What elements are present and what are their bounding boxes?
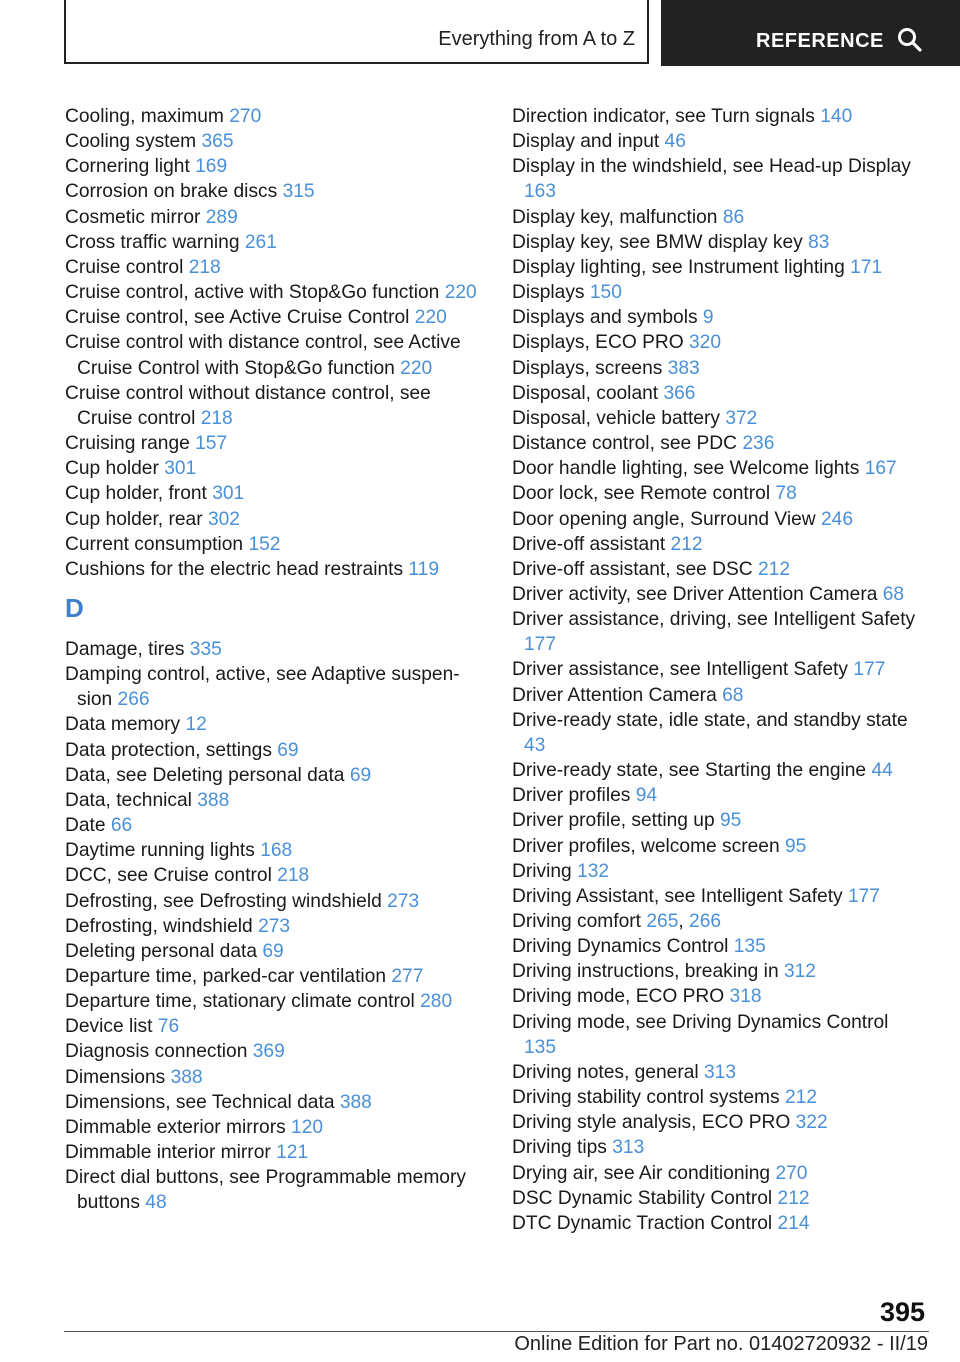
footer-divider xyxy=(64,1331,929,1332)
index-entry xyxy=(512,607,922,657)
index-entry xyxy=(512,406,922,431)
index-entry xyxy=(512,330,922,355)
index-entry-text: Cruise control with distance control, see Active Cruise Control with Stop&Go function xyxy=(65,332,461,379)
index-entry xyxy=(512,657,922,682)
index-entry-text: Cruise control, active with Stop&Go function xyxy=(65,282,440,304)
page-link[interactable]: 69 xyxy=(277,739,299,761)
index-entry xyxy=(512,934,922,959)
index-entry xyxy=(65,129,485,154)
index-entry xyxy=(65,481,485,506)
page-link[interactable]: 322 xyxy=(795,1112,828,1134)
page-link[interactable]: 318 xyxy=(729,986,762,1008)
page-link[interactable]: 94 xyxy=(635,785,658,807)
page-link[interactable]: 95 xyxy=(785,835,807,857)
index-entry xyxy=(512,859,922,884)
index-entry-text: Driving instructions, breaking in xyxy=(512,961,779,983)
index-entry xyxy=(65,280,485,305)
page-link[interactable]: 177 xyxy=(853,659,886,681)
index-entry xyxy=(65,557,485,582)
page-link[interactable]: 46 xyxy=(664,131,686,153)
index-entry xyxy=(65,964,485,989)
index-entry-text: Cruise control, see Active Cruise Control xyxy=(65,307,410,329)
index-entry xyxy=(512,431,922,456)
page-link[interactable]: 177 xyxy=(847,885,880,907)
index-entry xyxy=(512,984,922,1009)
page-link[interactable]: 169 xyxy=(195,156,228,178)
index-entry-text: Door handle lighting, see Welcome lights xyxy=(512,458,860,480)
index-entry xyxy=(65,712,485,737)
page-link[interactable]: 273 xyxy=(387,890,420,912)
page-link[interactable]: 313 xyxy=(612,1137,645,1159)
page-link[interactable]: 313 xyxy=(704,1061,737,1083)
index-entry-text: Device list xyxy=(65,1016,153,1038)
index-entry-text: Driving Dynamics Control xyxy=(512,936,729,958)
index-entry-text: Driver assistance, driving, see Intelligent Safety xyxy=(512,609,916,631)
index-entry xyxy=(65,914,485,939)
index-entry xyxy=(512,1085,922,1110)
page-link[interactable]: 168 xyxy=(260,840,293,862)
index-entry-text: Displays, screens xyxy=(512,357,663,379)
index-entry xyxy=(512,1110,922,1135)
page-link[interactable]: 261 xyxy=(244,231,277,253)
index-entry xyxy=(512,456,922,481)
index-entry xyxy=(512,1010,922,1060)
page-link[interactable]: 236 xyxy=(742,433,775,455)
page-link[interactable]: 220 xyxy=(400,357,433,379)
page-link[interactable]: 301 xyxy=(212,483,245,505)
page-link[interactable]: 212 xyxy=(670,533,703,555)
index-entry-text: Driver profiles, welcome screen xyxy=(512,835,780,857)
index-entry-text: Driver activity, see Driver Attention Camera xyxy=(512,583,878,605)
index-entry-text: Displays, ECO PRO xyxy=(512,332,684,354)
page-link[interactable]: 388 xyxy=(197,789,230,811)
index-entry xyxy=(512,255,922,280)
page-link[interactable]: 301 xyxy=(164,458,197,480)
page-link[interactable]: 83 xyxy=(808,231,830,253)
index-entry xyxy=(512,532,922,557)
page-link[interactable]: 163 xyxy=(524,181,557,203)
index-entry-text: Corrosion on brake discs xyxy=(65,181,278,203)
index-entry xyxy=(65,431,485,456)
page-link[interactable]: 86 xyxy=(722,206,745,228)
index-entry-text: Drive-ready state, idle state, and standby state xyxy=(512,709,908,731)
index-entry xyxy=(65,763,485,788)
page-link[interactable]: 273 xyxy=(258,915,291,937)
index-column-left xyxy=(65,104,485,1216)
index-entry-text: Driving Assistant, see Intelligent Safety xyxy=(512,885,843,907)
index-entry xyxy=(65,381,485,431)
page-link[interactable]: 44 xyxy=(871,760,893,782)
page-link[interactable]: 270 xyxy=(775,1162,808,1184)
index-entry xyxy=(65,863,485,888)
index-entry-text: Cruise control xyxy=(65,256,184,278)
page-link[interactable]: 270 xyxy=(229,106,262,127)
index-entry xyxy=(512,205,922,230)
index-entry-text: Cornering light xyxy=(65,156,190,178)
page-link[interactable]: 95 xyxy=(719,810,742,832)
index-entry-text: DTC Dynamic Traction Control xyxy=(512,1212,773,1234)
index-entry-text: Driving xyxy=(512,860,572,882)
index-entry xyxy=(65,456,485,481)
index-entry xyxy=(65,305,485,330)
index-entry-text: Driver profiles xyxy=(512,785,631,807)
page-link[interactable]: 383 xyxy=(667,357,700,379)
index-entry xyxy=(65,738,485,763)
index-entry-text: Disposal, coolant xyxy=(512,382,659,404)
index-entry-text: Date xyxy=(65,815,106,837)
index-entry xyxy=(65,179,485,204)
index-entry-text: Cushions for the electric head restraints xyxy=(65,558,404,580)
index-entry xyxy=(65,1090,485,1115)
index-entry xyxy=(65,255,485,280)
index-entry xyxy=(512,808,922,833)
index-entry-text: Departure time, parked-car ventilation xyxy=(65,966,387,987)
index-entry-text: Disposal, vehicle battery xyxy=(512,407,720,429)
index-entry xyxy=(65,1115,485,1140)
page-link[interactable]: 152 xyxy=(248,533,281,555)
page-link[interactable]: 289 xyxy=(205,206,238,228)
page-link[interactable]: 280 xyxy=(420,991,453,1013)
index-entry: Driving comfort 265, 266 xyxy=(512,911,722,932)
index-entry-text: Driving tips xyxy=(512,1137,607,1159)
section-title: REFERENCE xyxy=(756,30,884,52)
page-link[interactable]: 140 xyxy=(820,106,853,127)
page-link[interactable]: 177 xyxy=(524,634,557,656)
index-entry-text: Dimmable interior mirror xyxy=(65,1142,271,1164)
index-entry xyxy=(512,154,922,204)
index-entry xyxy=(512,884,922,909)
page-link[interactable]: 43 xyxy=(524,734,546,756)
index-entry xyxy=(512,582,922,607)
index-entry xyxy=(65,205,485,230)
index-entry xyxy=(65,989,485,1014)
page-link[interactable]: 132 xyxy=(577,860,610,882)
index-entry-text: Drive-ready state, see Starting the engine xyxy=(512,760,867,782)
index-entry-text: Displays xyxy=(512,282,585,304)
index-entry-text: Damping control, active, see Adaptive suspension xyxy=(65,664,460,711)
index-entry-text: Cruise control without distance control, see Cruise control xyxy=(65,382,431,429)
index-entry-text: Dimensions xyxy=(65,1066,166,1088)
page-link[interactable]: 76 xyxy=(157,1016,180,1038)
header-chapter-box xyxy=(64,0,649,64)
page-link[interactable]: 135 xyxy=(524,1036,557,1058)
footer-edition: Online Edition for Part no. 01402720932 - II/19 xyxy=(514,1333,928,1355)
index-entry-text: Driver assistance, see Intelligent Safety xyxy=(512,659,848,681)
index-entry-text: Deleting personal data xyxy=(65,940,258,962)
index-entry-text: Departure time, stationary climate control xyxy=(65,991,415,1013)
index-entry xyxy=(512,708,922,758)
index-entry xyxy=(65,507,485,532)
page-link[interactable]: 218 xyxy=(200,407,233,429)
page-link[interactable]: 388 xyxy=(339,1091,372,1113)
index-entry-text: Defrosting, windshield xyxy=(65,915,253,937)
index-entry-text: Diagnosis connection xyxy=(65,1041,248,1063)
page-link[interactable]: 212 xyxy=(757,558,790,580)
page-link[interactable]: 167 xyxy=(864,458,897,480)
index-entry-text: Dimensions, see Technical data xyxy=(65,1091,335,1113)
page-link[interactable]: 266 xyxy=(689,911,722,932)
page-link[interactable]: 372 xyxy=(725,407,758,429)
index-entry-text: Distance control, see PDC xyxy=(512,433,738,455)
page-link[interactable]: 68 xyxy=(722,684,744,706)
index-entry xyxy=(65,788,485,813)
index-entry-text: Dimmable exterior mirrors xyxy=(65,1116,286,1138)
index-entry-text: Current consumption xyxy=(65,533,244,555)
index-entry xyxy=(512,230,922,255)
index-entry xyxy=(65,1014,485,1039)
page-link[interactable]: 315 xyxy=(282,181,315,203)
index-entry-text: Data memory xyxy=(65,714,181,736)
page-link[interactable]: 312 xyxy=(783,961,816,983)
index-entry-text: Displays and symbols xyxy=(512,307,698,329)
index-entry xyxy=(65,662,485,712)
index-entry xyxy=(512,1135,922,1160)
page-link[interactable]: 365 xyxy=(201,131,234,153)
page-link[interactable]: 214 xyxy=(777,1212,810,1234)
index-entry xyxy=(512,1161,922,1186)
index-entry-text: Display lighting, see Instrument lighting xyxy=(512,256,845,278)
page-link[interactable]: 120 xyxy=(291,1116,324,1138)
index-entry xyxy=(65,838,485,863)
index-entry xyxy=(65,330,485,380)
index-entry-text: DCC, see Cruise control xyxy=(65,865,272,887)
page-link[interactable]: 388 xyxy=(170,1066,203,1088)
index-entry-text: Cooling, maximum xyxy=(65,106,224,127)
index-entry xyxy=(65,939,485,964)
index-entry-text: Driving comfort xyxy=(512,911,642,932)
index-entry-text: Door opening angle, Surround View xyxy=(512,508,816,530)
index-entry-text: Cooling system xyxy=(65,131,197,153)
index-entry xyxy=(512,1060,922,1085)
index-column-right xyxy=(512,104,922,1236)
index-entry-text: Direction indicator, see Turn signals xyxy=(512,106,815,127)
page-link[interactable]: 212 xyxy=(777,1187,810,1209)
index-entry-text: Direct dial buttons, see Programmable memory buttons xyxy=(65,1167,466,1214)
index-entry xyxy=(512,834,922,859)
index-entry-text: Display and input xyxy=(512,131,660,153)
page-link[interactable]: 220 xyxy=(444,282,477,304)
page-link[interactable]: 119 xyxy=(408,558,440,580)
index-entry xyxy=(512,683,922,708)
page-link[interactable]: 277 xyxy=(391,966,424,987)
index-entry xyxy=(65,104,485,129)
page-link[interactable]: 302 xyxy=(207,508,240,530)
index-entry xyxy=(512,1211,922,1236)
index-entry-text: Driver Attention Camera xyxy=(512,684,717,706)
index-entry-text: Cup holder, front xyxy=(65,483,207,505)
page-link[interactable]: 66 xyxy=(110,815,133,837)
index-entry-text: Data, see Deleting personal data xyxy=(65,764,345,786)
page-link[interactable]: 68 xyxy=(882,583,905,605)
index-entry-text: Cruising range xyxy=(65,433,190,455)
index-letter-heading: D xyxy=(65,592,84,623)
index-entry xyxy=(512,305,922,330)
index-entry-text: Daytime running lights xyxy=(65,840,255,862)
index-entry xyxy=(512,356,922,381)
page-link[interactable]: 135 xyxy=(733,936,766,958)
index-entry xyxy=(512,280,922,305)
page-link[interactable]: 121 xyxy=(276,1142,309,1164)
index-entry xyxy=(65,230,485,255)
page-link[interactable]: 212 xyxy=(784,1087,817,1109)
page-link[interactable]: 69 xyxy=(349,764,372,786)
index-entry xyxy=(65,813,485,838)
index-entry-text: Data protection, settings xyxy=(65,739,272,761)
index-entry-text: Display key, malfunction xyxy=(512,206,718,228)
index-entry-text: Drive-off assistant, see DSC xyxy=(512,558,753,580)
page-link[interactable]: 9 xyxy=(702,307,714,329)
index-entry-text: DSC Dynamic Stability Control xyxy=(512,1187,773,1209)
page-link[interactable]: 320 xyxy=(689,332,722,354)
index-entry xyxy=(512,104,922,129)
index-entry-text: Driving style analysis, ECO PRO xyxy=(512,1112,791,1134)
index-entry-text: Data, technical xyxy=(65,789,192,811)
index-entry xyxy=(512,758,922,783)
index-entry xyxy=(512,481,922,506)
page-link[interactable]: 48 xyxy=(145,1192,167,1214)
page-link[interactable]: 366 xyxy=(663,382,696,404)
index-entry xyxy=(65,637,485,662)
index-entry-text: Cup holder, rear xyxy=(65,508,203,530)
page-link[interactable]: 157 xyxy=(195,433,228,455)
page-link[interactable]: 12 xyxy=(185,714,207,736)
page-link[interactable]: 218 xyxy=(188,256,221,278)
page-link[interactable]: 171 xyxy=(850,256,883,278)
index-entry xyxy=(512,557,922,582)
index-entry xyxy=(512,381,922,406)
header-section-tab[interactable] xyxy=(661,0,960,66)
index-entry xyxy=(65,154,485,179)
page-link[interactable]: 218 xyxy=(277,865,310,887)
index-entry-text: Driver profile, setting up xyxy=(512,810,715,832)
index-entry-text: Driving notes, general xyxy=(512,1061,699,1083)
index-entry-text: Cross traffic warning xyxy=(65,231,240,253)
index-entry xyxy=(65,1065,485,1090)
index-entry-text: Drive-off assistant xyxy=(512,533,666,555)
index-entry xyxy=(512,1186,922,1211)
index-entry xyxy=(65,1140,485,1165)
index-entry xyxy=(512,783,922,808)
index-entry xyxy=(512,129,922,154)
index-entry-text: Driving stability control systems xyxy=(512,1087,780,1109)
page-link[interactable]: 150 xyxy=(589,282,622,304)
index-entry-text: Display in the windshield, see Head-up Display xyxy=(512,156,911,178)
search-icon[interactable] xyxy=(897,27,923,53)
index-entry-text: Drying air, see Air conditioning xyxy=(512,1162,771,1184)
page-link[interactable]: 266 xyxy=(117,689,150,711)
index-entry-text: Cosmetic mirror xyxy=(65,206,201,228)
page-link[interactable]: 220 xyxy=(414,307,447,329)
index-entry-text: Driving mode, ECO PRO xyxy=(512,986,725,1008)
page-link[interactable]: 265 xyxy=(646,911,679,932)
index-entry-text: Door lock, see Remote control xyxy=(512,483,771,505)
index-entry-text: Damage, tires xyxy=(65,638,185,660)
page-link[interactable]: 335 xyxy=(189,638,222,660)
page-link[interactable]: 369 xyxy=(252,1041,285,1063)
page-link[interactable]: 246 xyxy=(821,508,854,530)
index-entry xyxy=(65,1165,485,1215)
index-entry-text: Display key, see BMW display key xyxy=(512,231,803,253)
page-link[interactable]: 78 xyxy=(775,483,797,505)
index-entry-text: Driving mode, see Driving Dynamics Control xyxy=(512,1011,889,1033)
page-link[interactable]: 69 xyxy=(262,940,284,962)
index-entry xyxy=(65,1039,485,1064)
index-entry-text: Defrosting, see Defrosting windshield xyxy=(65,890,382,912)
index-entry-text: Cup holder xyxy=(65,458,159,480)
chapter-title: Everything from A to Z xyxy=(438,28,635,50)
index-entry xyxy=(65,889,485,914)
page-number: 395 xyxy=(880,1297,926,1327)
index-entry xyxy=(65,532,485,557)
index-entry xyxy=(512,507,922,532)
index-entry xyxy=(512,959,922,984)
